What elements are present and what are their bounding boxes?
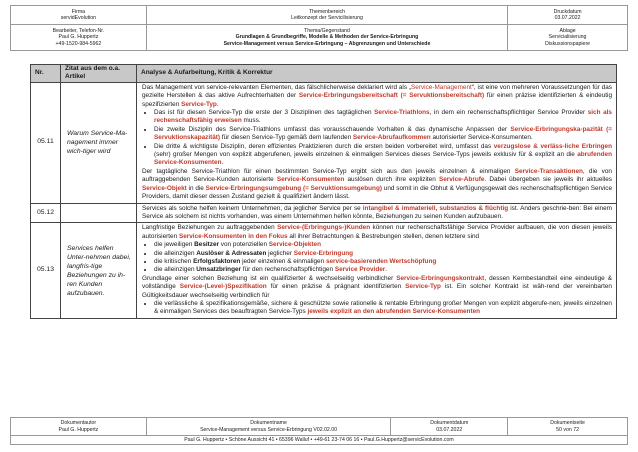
firma-cell: [11, 6, 147, 25]
bearbeiter-cell: [11, 25, 147, 51]
druckdatum-value: 03.07.2022: [554, 15, 581, 21]
bearbeiter-name: Paul G. Huppertz: [58, 34, 99, 41]
thema-label: Thema/Gegenstand: [304, 28, 350, 35]
bearbeiter-phone: +49-1520-984-5962: [55, 40, 102, 47]
table-row: [31, 223, 617, 318]
row-number: 05.11: [31, 82, 61, 203]
list-item: • Die zweite Disziplin des Service-Triathlons umfasst das vorausschauende Vorhalten & das dynamische Anpassen der Service-Erbringungska-pazität (= Servuktionskapazität) für diesen Service-Typ gemäß dem laufenden Service-Abrufaufkommen autorisierter Service-Konsumenten.: [154, 126, 612, 143]
thema-cell: [146, 25, 507, 51]
firma-label: Firma: [71, 8, 86, 15]
col-header-nr: Nr.: [31, 65, 61, 83]
dokumentseite-cell: [508, 418, 628, 436]
analysis-paragraph: Services als solche helfen keinem Unternehmen, da jeglicher Service per se intangibel & immateriell, substanzlos & flüchtig ist. Anders geschrie-ben: Bei einem Service als solchem ist nichts vorhanden, was einem Unternehmen helfen könnte, Beziehungen zu seinen Kunden aufzubauen.: [142, 204, 612, 220]
analysis-paragraph: Der tagtägliche Service-Triathlon für einen bestimmten Service-Typ ergibt sich aus den jeweils einzelnen & einmaligen Service-Transaktionen, die von auftraggebenden Service-Kunden autorisierte Service-Konsumenten auslösen durch ihre expliziten Service-Abrufe. Dabei übergeben sie jeweils ihr aktuelles Service-Objekt in die Service-Erbringungsumgebung (= Servuktionsumgebung) und somit in die Obhut & Verfügungsgewalt des rechenschaftspflichtigen Service Providers, damit dieser dessen Zustand gezielt & qualifiziert ändern lässt.: [142, 167, 613, 201]
druckdatum-label: Druckdatum: [553, 8, 582, 15]
footer-address: Paul G. Huppertz • Schöne Aussicht 41 • 65396 Walluf • +49-61 23-74 06 16 • Paul.G.Huppertz@servicEvolution.com: [11, 436, 628, 445]
analysis-bullet-list: [142, 300, 612, 317]
table-row: [31, 82, 617, 203]
col-header-zitat: Zitat aus dem o.a. Artikel: [61, 65, 137, 83]
list-item: • die kritischen Erfolgsfaktoren jeder einzelnen & einmaligen service-basierenden Wertschöpfung: [154, 258, 612, 266]
document-header: [10, 5, 628, 51]
row-analysis: [137, 203, 617, 223]
list-item: • die alleinzigen Auslöser & Adressaten jeglicher Service-Erbringung: [154, 250, 612, 258]
themenbereich-value: Leitkonzept der Servicilisierung: [291, 15, 363, 21]
list-item: • Das ist für diesen Service-Typ die erste der 3 Disziplinen des tagtäglichen Service-Triathlons, in dem ein rechenschaftspflichtiger Service Provider sich als rechenschaftsfähig erweisen muss.: [154, 109, 612, 126]
ablage-cell: [508, 25, 628, 51]
dokumentdatum-label: Dokumentdatum: [430, 420, 469, 427]
firma-value: servidEvolution: [60, 15, 96, 21]
dokumentseite-label: Dokumentseite: [550, 420, 585, 427]
analysis-paragraph: Grundlage einer solchen Beziehung ist ein qualifizierter & wechselseitig verbindlicher Service-Erbringungskontrakt, dessen Kernbestandteil eine eindeutige & vollständige Service-(Level-)Spezifikation für einen präzise & prägnant identifizierten Service-Typ ist. Ein solcher Kontrakt ist wäh-rend der vereinbarten Gültigkeitsdauer wechselseitig verbindlich für: [142, 274, 612, 299]
row-analysis: [137, 82, 617, 203]
analysis-paragraph: Das Management von service-relevanten Elementen, das fälschlicherweise deklariert wird als „Service-Management“, ist eine von mehreren Voraussetzungen für das gezielte Herstellen & das aktive Aufrechterhalten der Service-Erbringungsbereitschaft (= Servuktionsbereitschaft) für einen präzise identifizierten & eindeutig spezifizierten Service-Typ.: [142, 83, 612, 108]
druckdatum-cell: [508, 6, 628, 25]
ablage-value1: Servicialisierung: [548, 34, 587, 41]
list-item: • die alleinzigen Umsatzbringer für den rechenschaftspflichtigen Service Provider.: [154, 266, 612, 274]
dokumentdatum-cell: [391, 418, 508, 436]
row-quote: Services helfen Unter-nehmen dabei, langfris-tige Beziehungen zu ih-ren Kunden aufzubauen.: [61, 223, 137, 318]
themenbereich-cell: [146, 6, 507, 25]
thema-line1: Grundlagen & Grundbegriffe, Modelle & Methoden der Service-Erbringung: [235, 34, 419, 41]
table-header-row: [31, 65, 617, 83]
analysis-bullet-list: [142, 109, 612, 168]
row-analysis: [137, 223, 617, 318]
analysis-paragraph: Langfristige Beziehungen zu auftraggebenden Service-(Erbringungs-)Kunden können nur rechenschaftsfähige Service Provider aufbauen, die von diesen jeweils autorisierten Service-Konsumenten in den Fokus all ihrer Betrachtungen & Bestrebungen stellen, denen letztere sind: [142, 224, 612, 240]
page-number: 50 von 72: [556, 426, 579, 433]
analysis-table: [30, 64, 617, 319]
row-number: 05.12: [31, 203, 61, 223]
themenbereich-label: Themenbereich: [308, 8, 345, 15]
dokumentdatum-value: 03.07.2022: [436, 426, 463, 433]
row-quote: Warum Service-Ma-nagement immer wich-tiger wird: [61, 82, 137, 203]
col-header-analyse: Analyse & Aufarbeitung, Kritik & Korrektur: [137, 65, 617, 83]
list-item: • Die dritte & wichtigste Disziplin, deren effizientes Praktizieren durch die ersten beiden vorbereitet wird, umfasst das verzugslose & verläss-liche Erbringen (sehr) großer Mengen von explizit abgerufenen, jeweils einzelnen & einmaligen Services dieses Service-Typs jeweils exklusiv für & explizit an die abrufenden Service-Konsumenten.: [154, 143, 612, 168]
dokumentname-cell: [146, 418, 391, 436]
thema-line2: Service-Management versus Service-Erbringung – Abgrenzungen und Unterschiede: [223, 40, 431, 47]
autor-value: Paul G. Huppertz: [58, 426, 99, 433]
list-item: • die verlässliche & spezifikationsgemäße, sichere & geschützte sowie rationelle & rentable Erbringung großer Mengen von explizit abgerufe-nen, jeweils einzelnen & einmaligen Services des beauftragten Service-Typs jeweils explizit an den abrufenden Service-Konsumenten: [154, 300, 612, 317]
dokumentname-label: Dokumentname: [250, 420, 287, 427]
document-footer: [10, 417, 628, 445]
row-quote-empty: [61, 203, 137, 223]
row-number: 05.13: [31, 223, 61, 318]
dokumentname-value: Service-Management versus Service-Erbringung V02.02.00: [200, 426, 338, 433]
analysis-bullet-list: [142, 241, 612, 275]
ablage-value2: Diskussionspapiere: [545, 40, 591, 47]
bearbeiter-label: Bearbeiter, Telefon-Nr.: [52, 28, 105, 35]
table-row: [31, 203, 617, 223]
list-item: • die jeweiligen Besitzer von potenziellen Service-Objekten: [154, 241, 612, 249]
autor-label: Dokumentautor: [60, 420, 97, 427]
ablage-label: Ablage: [559, 28, 576, 35]
autor-cell: [11, 418, 147, 436]
